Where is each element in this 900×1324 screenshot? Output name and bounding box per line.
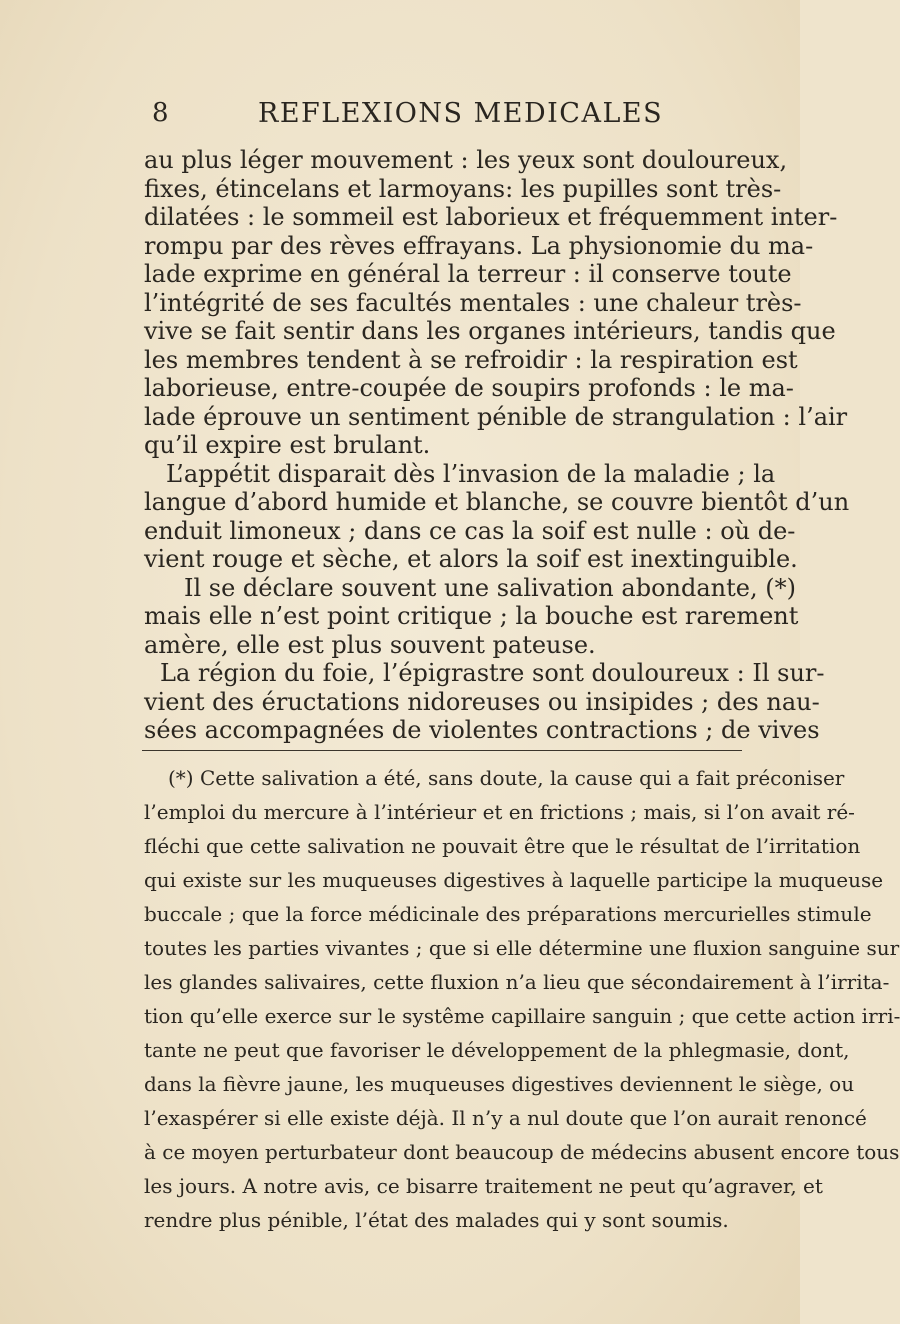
footnote-line: (*) Cette salivation a été, sans doute, la cause qui a fait préconiser [168,766,845,790]
text-line: au plus léger mouvement : les yeux sont douloureux, [144,146,788,174]
text-line: L’appétit disparait dès l’invasion de la maladie ; la [166,459,776,488]
page-header [0,98,800,138]
footnote-line: l’emploi du mercure à l’intérieur et en frictions ; mais, si l’on avait ré- [144,800,855,824]
text-line: La région du foie, l’épigrastre sont douloureux : Il sur- [160,659,825,687]
footnote-line: les glandes salivaires, cette fluxion n’a lieu que sécondairement à l’irrita- [144,970,890,994]
footnote-line: l’exaspérer si elle existe déjà. Il n’y a nul doute que l’on aurait renoncé [144,1106,867,1130]
page-number: 8 [152,98,169,128]
text-line: qu’il expire est brulant. [144,431,431,459]
text-line: mais elle n’est point critique ; la bouche est rarement [144,602,799,630]
text-line: lade éprouve un sentiment pénible de strangulation : l’air [144,402,848,431]
text-line: vient des éructations nidoreuses ou insipides ; des nau- [144,687,820,716]
footnote-line: tante ne peut que favoriser le développement de la phlegmasie, dont, [144,1038,850,1062]
text-line: enduit limoneux ; dans ce cas la soif est nulle : où de- [144,516,796,545]
text-line: vient rouge et sèche, et alors la soif est inextinguible. [144,545,798,573]
footnote-line: à ce moyen perturbateur dont beaucoup de médecins abusent encore tous [144,1140,900,1164]
running-title: REFLEXIONS MEDICALES [258,98,664,129]
text-line: vive se fait sentir dans les organes intérieurs, tandis que [144,317,836,345]
footnote-line: toutes les parties vivantes ; que si elle détermine une fluxion sanguine sur [144,936,900,960]
footnote-line: rendre plus pénible, l’état des malades qui y sont soumis. [144,1208,729,1232]
footnote-line: tion qu’elle exerce sur le systême capillaire sanguin ; que cette action irri- [144,1004,900,1028]
footnote-line: les jours. A notre avis, ce bisarre traitement ne peut qu’agraver, et [144,1174,823,1198]
text-line: sées accompagnées de violentes contractions ; de vives [144,716,820,744]
footnote-line: fléchi que cette salivation ne pouvait être que le résultat de l’irritation [144,834,861,858]
text-line: langue d’abord humide et blanche, se couvre bientôt d’un [144,488,850,516]
text-line: les membres tendent à se refroidir : la respiration est [144,345,798,374]
text-line: fixes, étincelans et larmoyans: les pupilles sont très- [144,174,782,203]
text-line: Il se déclare souvent une salivation abondante, (*) [184,573,796,602]
text-line: lade exprime en général la terreur : il conserve toute [144,260,792,288]
text-line: rompu par des rèves effrayans. La physionomie du ma- [144,231,814,260]
footnote-rule [142,750,742,751]
text-line: dilatées : le sommeil est laborieux et fréquemment inter- [144,203,838,231]
footnote-line: dans la fièvre jaune, les muqueuses digestives deviennent le siège, ou [144,1072,855,1096]
text-line: laborieuse, entre-coupée de soupirs profonds : le ma- [144,374,794,402]
footnote-line: qui existe sur les muqueuses digestives à laquelle participe la muqueuse [144,868,884,892]
footnote-line: buccale ; que la force médicinale des préparations mercurielles stimule [144,902,872,926]
text-line: amère, elle est plus souvent pateuse. [144,630,596,659]
text-line: l’intégrité de ses facultés mentales : une chaleur très- [144,288,802,317]
